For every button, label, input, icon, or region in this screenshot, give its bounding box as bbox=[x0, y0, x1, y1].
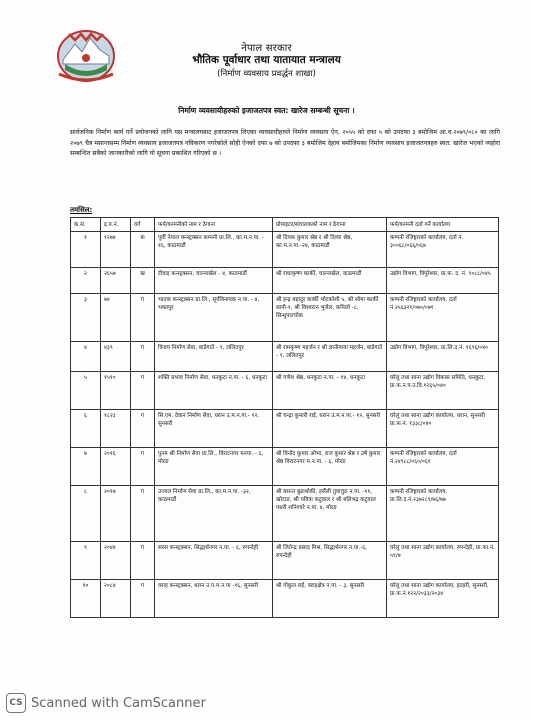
cell-office: कम्पनी रजिष्ट्रारको कार्यालय, दर्ता नं.२५६३२९/०७०/०७१ bbox=[387, 294, 499, 342]
cell-class: ग bbox=[131, 342, 155, 372]
cell-office: घरेलु तथा साना उद्योग कार्यालय, रुपन्देही, प्रा.फा.नं. ५९/७ bbox=[387, 542, 499, 580]
table-row bbox=[71, 542, 499, 580]
cell-office: कम्पनी रजिष्ट्रारको कार्यालय, प्रा.लि.द.नं.२३७२८९/७६/७७ bbox=[387, 486, 499, 542]
header-owner: प्रोपाइटर/संचालकको नाम र ठेगाना bbox=[273, 218, 387, 232]
header-ministry: भौतिक पूर्वाधार तथा यातायात मन्त्रालय bbox=[192, 54, 341, 66]
cell-firm: सरस कन्स्ट्रक्सन, सिद्धार्थनगर न.पा. - ६, रुपन्देही bbox=[155, 542, 273, 580]
cell-owner: श्री इन्द्र बहादुर कार्की भोटकोशी ५, श्री सोमा कार्की सापी-१, श्री विश्वरत्न भुजेल, कपिलो -८, सिन्धुपाल्चोक bbox=[273, 294, 387, 342]
cell-owner: श्री विनोद कुमार ओभा, राज कुमार श्रेष्ठ र उषे कुमार श्रेष्ठ विराटनगर म.न.पा. - ६, मोरङ bbox=[273, 448, 387, 486]
cell-owner: श्री जितेन्द्र प्रसाद मिश्र, सिद्धार्थनगर.न.पा.-६, रुपन्देही bbox=[273, 542, 387, 580]
cell-sn: ४ bbox=[71, 342, 101, 372]
cell-firm: पूर्वी नेपाल कन्स्ट्रक्सन कम्पनी प्रा.लि., का.म.न.पा. - १६, काठमाडौं bbox=[155, 232, 273, 268]
header-class: वर्ग bbox=[131, 218, 155, 232]
table-row bbox=[71, 342, 499, 372]
cell-class: ग bbox=[131, 410, 155, 448]
license-table bbox=[70, 217, 499, 618]
cell-owner: श्री गोकुल राई, वराहक्षेत्र न.पा. - ३, सुनसरी bbox=[273, 580, 387, 618]
table-row bbox=[71, 448, 499, 486]
cell-license-no: ४३९ bbox=[101, 342, 131, 372]
camscanner-logo-icon: CS bbox=[6, 693, 26, 713]
cell-class: ग bbox=[131, 448, 155, 486]
cell-license-no: ७४ bbox=[101, 294, 131, 342]
cell-class: ग bbox=[131, 580, 155, 618]
cell-owner: श्री बसन्त बुढाथोकी, हर्सेली तुवाचुङ न.पा. -११, खोटाङ, श्री पवित्रा कटुवाल र श्री बलिभद्र कटुवाल पथरी शनिश्चरे न.पा. ४, मोरङ bbox=[273, 486, 387, 542]
cell-sn: ७ bbox=[71, 448, 101, 486]
cell-owner: श्री चन्द्रा कुमारी राई, धरान उ.म.न.पा.- १२, सुनसरी bbox=[273, 410, 387, 448]
cell-office: कम्पनी रजिष्ट्रारको कार्यालय, दर्ता नं.२४९८८/०६०/०६१ bbox=[387, 448, 499, 486]
header-firm: फर्म/कम्पनीको नाम र ठेगाना bbox=[155, 218, 273, 232]
header-sn: क.सं. bbox=[71, 218, 101, 232]
cell-class: ख bbox=[131, 268, 155, 294]
cell-firm: विजय निर्माण सेवा, बाडेगाउँ - ९, ललितपुर bbox=[155, 342, 273, 372]
cell-license-no: २६५७ bbox=[101, 268, 131, 294]
cell-license-no: १२७४ bbox=[101, 232, 131, 268]
cell-sn: १० bbox=[71, 580, 101, 618]
cell-firm: वराह कन्स्ट्रक्सन, धरान उ.प.म.न.पा -१६, सुनसरी bbox=[155, 580, 273, 618]
table-row bbox=[71, 268, 499, 294]
cell-owner: श्री रामकृष्ण महर्जन र श्री ज्ञानीमाया महर्जन, बाडेगाउँ - ९, ललितपुर bbox=[273, 342, 387, 372]
cell-license-no: २०१६ bbox=[101, 448, 131, 486]
cell-license-no: २०४४ bbox=[101, 542, 131, 580]
cell-class: ग bbox=[131, 372, 155, 410]
cell-sn: ८ bbox=[71, 486, 101, 542]
table-header-row bbox=[71, 218, 499, 232]
cell-class: ग bbox=[131, 486, 155, 542]
header-government: नेपाल सरकार bbox=[241, 43, 292, 54]
cell-class: ग bbox=[131, 294, 155, 342]
cell-firm: उज्वल निर्माण सेवा प्रा.लि., का.म.न.पा. -३२, काठमाडौं bbox=[155, 486, 273, 542]
cell-office: घरेलु तथा साना उद्योग कार्यालय, इटहरी, सुनसरी, प्रा.फ.नं.१२२/२०३३/२०३४ bbox=[387, 580, 499, 618]
cell-sn: ६ bbox=[71, 410, 101, 448]
cell-sn: ९ bbox=[71, 542, 101, 580]
header-office: फर्म/कम्पनी दर्ता गर्ने कार्यालय bbox=[387, 218, 499, 232]
cell-class: क bbox=[131, 232, 155, 268]
cell-sn: २ bbox=[71, 268, 101, 294]
cell-license-no: २०८४ bbox=[101, 580, 131, 618]
cell-firm: टीवाइ कन्स्ट्रक्सन, चाल्नाखेल - ४, काठमाडौं bbox=[155, 268, 273, 294]
cell-license-no: १५१० bbox=[101, 372, 131, 410]
header-license-no: इ.प.नं. bbox=[101, 218, 131, 232]
table-row bbox=[71, 372, 499, 410]
camscanner-watermark bbox=[6, 692, 206, 714]
table-row bbox=[71, 294, 499, 342]
table-row bbox=[71, 486, 499, 542]
cell-firm: पुनम श्री निर्माण सेवा प्रा.लि., विराटनगर मनपा. - ६, मोरङ bbox=[155, 448, 273, 486]
cell-sn: ५ bbox=[71, 372, 101, 410]
camscanner-text: Scanned with CamScanner bbox=[31, 695, 206, 711]
cell-license-no: १८२३ bbox=[101, 410, 131, 448]
cell-owner: श्री गणेश श्रेष्ठ, धनकुटा न.पा. - १४, धनकुटा bbox=[273, 372, 387, 410]
header-section: (निर्माण व्यवसाय प्रवर्द्धन शाखा) bbox=[217, 69, 316, 79]
notice-body: सार्वजनिक निर्माण कार्य गर्ने प्रयोजनको लागि यस मन्त्रालयबाट इजाजतपत्र लिएका व्यवसायीहरुले निर्माण व्यवसाय ऐन, २०५५ को दफा ५ को उपदफा ३ बमोजिम आ.व.२०७९/०८० का लागि २०७९ चैत्र मसान्तसम्म निर्माण व्यवसाय इजाजतपत्र नविकरण नगरेकोले सोही ऐनको दफा ७ को उपदफा ३ बमोजिम देहाय बमोजिमका निर्माण व्यवसाय इजाजतपत्रहरु स्वत: खारेज भएको व्यहोरा सम्बन्धित सबैको जानकारीको लागि यो सूचना प्रकाशित गरिएको छ । bbox=[70, 129, 500, 157]
cell-owner: श्री दिपक कुमार श्रेष्ठ र श्री दिव्या श्रेष्ठ, का.म.न.पा.-२४, काठमाडौं bbox=[273, 232, 387, 268]
cell-office: घरेलु तथा साना उद्योग कार्यालय, धरान, सुनसरी प्रा.फ.नं. १३३८/०४० bbox=[387, 410, 499, 448]
cell-office: घरेलु तथा साना उद्योग विकास समिति, धनकुटा, प्रा.फ.न.प.उ.वि.१२६५/०४० bbox=[387, 372, 499, 410]
cell-owner: श्री राधाकृष्ण कार्की, चाल्नाखेल, काठमाडौं bbox=[273, 268, 387, 294]
cell-office: उद्योग विभाग, त्रिपुरेश्वर, प्रा.लि.द.नं. १६९६/०४० bbox=[387, 342, 499, 372]
cell-sn: १ bbox=[71, 232, 101, 268]
cell-license-no: २०१७ bbox=[101, 486, 131, 542]
cell-firm: शक्ति प्रभाव निर्माण सेवा, धनकुटा न.पा. - ६, धनकुटा bbox=[155, 372, 273, 410]
detail-label: तमसिल: bbox=[70, 206, 93, 214]
table-row bbox=[71, 580, 499, 618]
cell-firm: सि.एम. देवान निर्माण सेवा, धरान उ.म.न.पा.- १२, सुनसरी bbox=[155, 410, 273, 448]
table-row bbox=[71, 232, 499, 268]
cell-sn: ३ bbox=[71, 294, 101, 342]
cell-class: ग bbox=[131, 542, 155, 580]
cell-office: कम्पनी रजिष्ट्रारको कार्यालय, दर्ता नं. ३००६८/०६६/०६७ bbox=[387, 232, 499, 268]
cell-firm: भातक कन्स्ट्रक्सन प्रा.लि., सूर्यविनायक न.पा. - ४, भक्तपुर bbox=[155, 294, 273, 342]
notice-title: निर्माण व्यवसायीहरुको इजाजतपत्र स्वत: खारेज सम्बन्धी सूचना । bbox=[178, 106, 355, 115]
cell-office: उद्योग विभाग, त्रिपुरेश्वर, प्रा.फ. द. नं. ९०८८/०४५ bbox=[387, 268, 499, 294]
table-row bbox=[71, 410, 499, 448]
